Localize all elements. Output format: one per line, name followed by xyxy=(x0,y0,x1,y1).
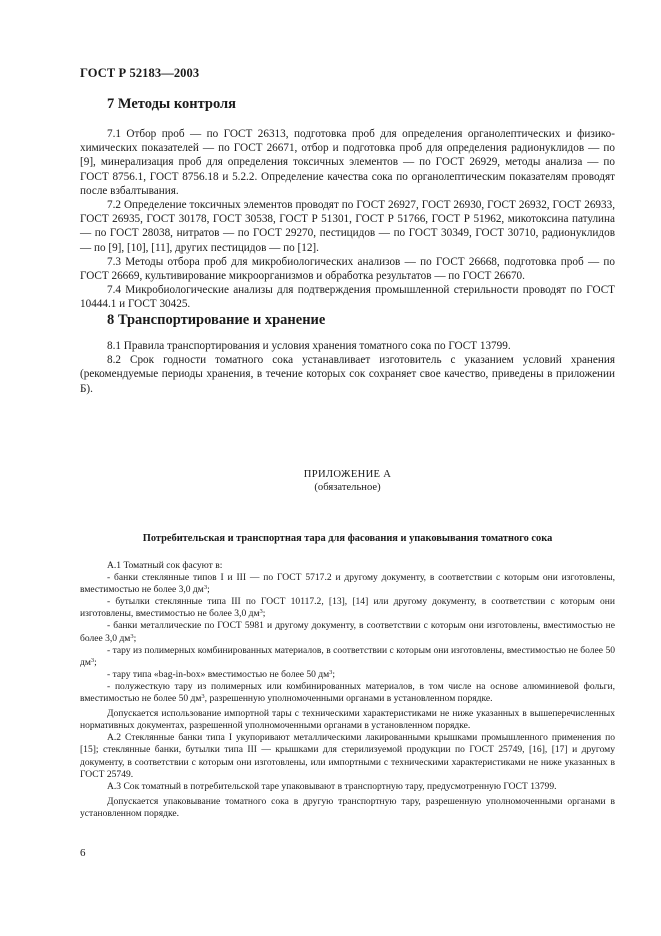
a1-item: - полужесткую тару из полимерных или комбинированных материалов, в том числе на основе алюминиевой фольги, вместимостью не более 50 $дм^3$, разрешенную уполномоченными органами в установленном порядке. xyxy=(80,680,615,705)
section-7-body xyxy=(80,127,615,312)
paragraph-7-4: 7.4 Микробиологические анализы для подтверждения промышленной стерильности проводят по ГОСТ 10444.1 и ГОСТ 30425. xyxy=(80,284,615,311)
paragraph-7-1: 7.1 Отбор проб — по ГОСТ 26313, подготовка проб для определения органолептических и физико-химических показателей — по ГОСТ 26671, отбор и подготовка проб для определения радионуклидов — по [9], минерализация проб для определения токсичных элементов — по ГОСТ 26929, методы анализа — по ГОСТ 8756.1, ГОСТ 8756.18 и 5.2.2. Определение качества сока по органолептическим показателям проводят после взбалтывания. xyxy=(80,128,615,197)
a1-item: - тару из полимерных комбинированных материалов, в соответствии с которым они изготовлены, вместимостью не более 50 $дм^3$; xyxy=(80,644,615,668)
appendix-heading: Потребительская и транспортная тара для фасования и упаковывания томатного сока xyxy=(142,533,553,544)
document-header: ГОСТ Р 52183—2003 xyxy=(80,66,200,80)
a1-note: Допускается использование импортной тары с техническими характеристиками не ниже указанных в вышеперечисленных нормативных документах, разрешенной уполномоченными органами в установленном порядке. xyxy=(80,708,615,732)
a1-item: - банки стеклянные типов I и III — по ГОСТ 5717.2 и другому документу, в соответствии с которым они изготовлены, вместимостью не более 3,0 $дм^3$; xyxy=(80,572,615,596)
appendix-title: ПРИЛОЖЕНИЕ А xyxy=(303,469,392,480)
a3-paragraph: А.3 Сок томатный в потребительской таре упаковывают в транспортную тару, предусмотренную ГОСТ 13799. xyxy=(107,780,557,792)
appendix-subtitle: (обязательное) xyxy=(314,482,381,493)
section-8-heading: 8 Транспортирование и хранение xyxy=(107,312,326,328)
a1-intro: А.1 Томатный сок фасуют в: xyxy=(107,560,223,571)
a1-item: - бутылки стеклянные типа III по ГОСТ 10117.2, [13], [14] или другому документу, в соответствии с которым они изготовлены, вместимостью не более 3,0 $дм^3$; xyxy=(80,596,615,620)
appendix-body xyxy=(80,560,615,820)
a1-item: - банки металлические по ГОСТ 5981 и другому документу, в соответствии с которым они изготовлены, вместимостью не более 3,0 $дм^3$; xyxy=(80,620,615,644)
a3-note: Допускается упаковывание томатного сока в другую транспортную тару, разрешенную уполномоченными органами в установленном порядке. xyxy=(80,795,615,819)
a1-item: - тару типа «bag-in-box» вместимостью не более 50 $дм^3$; xyxy=(107,668,336,680)
paragraph-8-2: 8.2 Срок годности томатного сока устанавливает изготовитель с указанием условий хранения (рекомендуемые периоды хранения, в течение которых сок сохраняет свое качество, приведены в приложении Б). xyxy=(80,354,615,395)
paragraph-7-3: 7.3 Методы отбора проб для микробиологических анализов — по ГОСТ 26668, подготовка проб — по ГОСТ 26669, культивирование микроорганизмов и обработка результатов — по ГОСТ 26670. xyxy=(80,255,615,283)
paragraph-8-1: 8.1 Правила транспортирования и условия хранения томатного сока по ГОСТ 13799. xyxy=(107,340,511,352)
paragraph-7-2: 7.2 Определение токсичных элементов проводят по ГОСТ 26927, ГОСТ 26930, ГОСТ 26932, ГОСТ 26933, ГОСТ 26935, ГОСТ 30178, ГОСТ 30538, ГОСТ Р 51301, ГОСТ Р 51766, ГОСТ Р 51962, микотоксина патулина — по ГОСТ 28038, нитратов — по ГОСТ 29270, пестицидов — по ГОСТ 30349, ГОСТ 30710, радионуклидов — по [9], [10], [11], других пестицидов — по [12]. xyxy=(80,199,615,254)
page-number: 6 xyxy=(80,847,86,859)
a2-paragraph: А.2 Стеклянные банки типа I укупоривают металлическими лакированными крышками промышленного применения по [15]; стеклянные банки, бутылки типа III — крышками для стерилизуемой продукции по ГОСТ 25749, [16], [17] и другому документу, в соответствии с которым они изготовлены, или импортными с техническими характеристиками не ниже указанных в ГОСТ 25749. xyxy=(80,732,615,780)
section-8-body xyxy=(80,339,615,396)
section-7-heading: 7 Методы контроля xyxy=(107,96,237,112)
